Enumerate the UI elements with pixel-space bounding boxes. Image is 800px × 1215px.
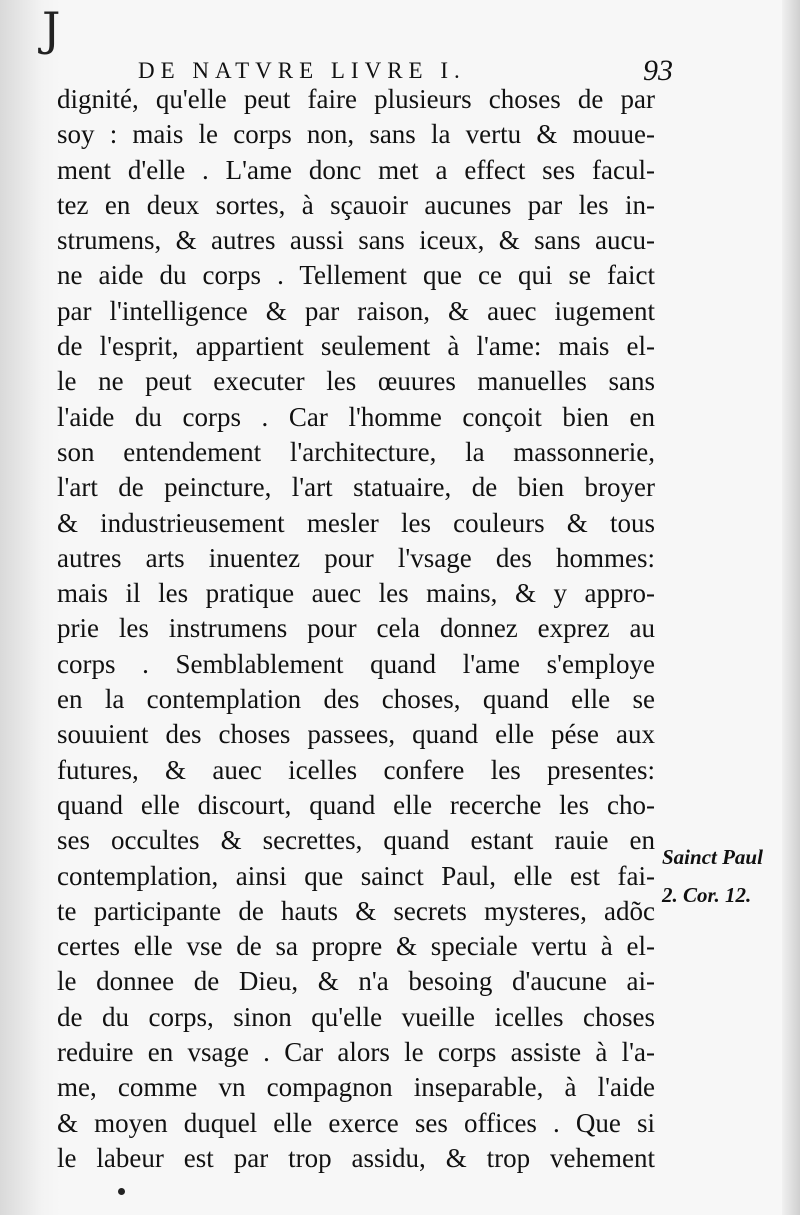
text-line: par l'intelligence & par raison, & auec iugement — [57, 295, 655, 326]
gutter-shadow — [0, 0, 60, 1215]
text-line: corps . Semblablement quand l'ame s'employe — [57, 648, 655, 679]
text-line: ne aide du corps . Tellement que ce qui se faict — [57, 260, 655, 291]
text-line: quand elle discourt, quand elle recerche les cho- — [57, 789, 655, 820]
text-line: de du corps, sinon qu'elle vueille icelles choses — [57, 1001, 655, 1032]
text-line: de l'esprit, appartient seulement à l'ame: mais el- — [57, 331, 655, 362]
ink-dot — [118, 1188, 125, 1195]
text-line: souuient des choses passees, quand elle pése aux — [57, 719, 655, 750]
text-line: & industrieusement mesler les couleurs & tous — [57, 507, 655, 538]
text-line: contemplation, ainsi que sainct Paul, elle est fai- — [57, 860, 655, 891]
text-line: certes elle vse de sa propre & speciale vertu à el- — [57, 931, 655, 962]
text-line: l'art de peincture, l'art statuaire, de bien broyer — [57, 472, 655, 503]
text-line: soy : mais le corps non, sans la vertu & mouue- — [57, 119, 655, 150]
text-line: tez en deux sortes, à sçauoir aucunes par les in- — [57, 189, 655, 220]
text-line: & moyen duquel elle exerce ses offices . Que si — [57, 1107, 655, 1138]
text-line: l'aide du corps . Car l'homme conçoit bien en — [57, 401, 655, 432]
text-line: futures, & auec icelles confere les presentes: — [57, 754, 655, 785]
margin-note-reference: 2. Cor. 12. — [662, 883, 752, 907]
corner-mark: J — [42, 2, 61, 56]
text-line: mais il les pratique auec les mains, & y appro- — [57, 578, 655, 609]
text-line: ment d'elle . L'ame donc met a effect ses facul- — [57, 154, 655, 185]
text-line: strumens, & autres aussi sans iceux, & sans aucu- — [57, 225, 655, 256]
text-line: prie les instrumens pour cela donnez exprez au — [57, 613, 655, 644]
page-number: 93 — [643, 54, 673, 87]
text-line: ses occultes & secrettes, quand estant rauie en — [57, 825, 655, 856]
margin-note-saint-paul: Sainct Paul — [662, 845, 763, 869]
text-line: en la contemplation des choses, quand elle se — [57, 684, 655, 715]
text-line: autres arts inuentez pour l'vsage des hommes: — [57, 542, 655, 573]
body-text — [57, 82, 655, 1176]
text-line: le ne peut executer les œuures manuelles sans — [57, 366, 655, 397]
text-line: me, comme vn compagnon inseparable, à l'aide — [57, 1072, 655, 1103]
text-line: dignité, qu'elle peut faire plusieurs choses de par — [57, 84, 655, 114]
text-line: son entendement l'architecture, la massonnerie, — [57, 436, 655, 467]
text-line: reduire en vsage . Car alors le corps assiste à l'a- — [57, 1037, 655, 1068]
running-title: DE NATVRE LIVRE I. — [138, 58, 466, 83]
text-line: te participante de hauts & secrets mysteres, adõc — [57, 895, 655, 926]
text-line: le donnee de Dieu, & n'a besoing d'aucune ai- — [57, 966, 655, 997]
page-edge — [782, 0, 800, 1215]
text-line: le labeur est par trop assidu, & trop vehement — [57, 1142, 655, 1173]
